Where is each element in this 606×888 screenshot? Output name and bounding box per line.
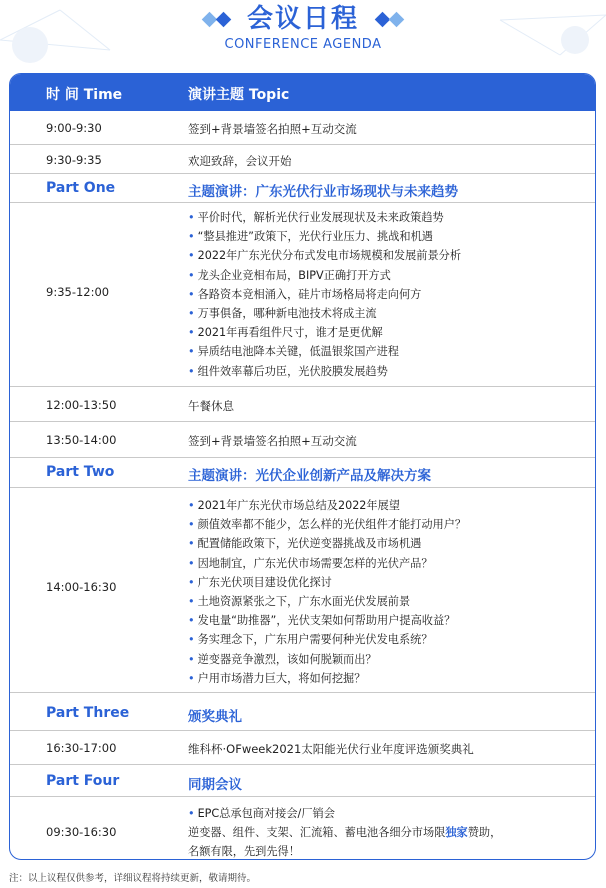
- footnote: 注：以上议程仅供参考，详细议程将持续更新，敬请期待。: [9, 873, 257, 884]
- row-time: 13:50-14:00: [46, 433, 117, 447]
- page-title: 会议日程: [246, 4, 359, 34]
- row-time: 12:00-13:50: [46, 398, 117, 412]
- part-row: [10, 457, 595, 487]
- part-row: [10, 764, 595, 796]
- row-time: 16:30-17:00: [46, 741, 117, 755]
- row-time: 14:00-16:30: [46, 580, 117, 594]
- list-item: • 配置储能政策下，光伏逆变器挑战及市场机遇: [188, 537, 422, 551]
- col-topic-header: 演讲主题 Topic: [188, 87, 290, 103]
- right-diamonds-icon: [377, 14, 402, 25]
- table-header: [10, 74, 595, 111]
- list-item: • 万事俱备，哪种新电池技术将成主流: [188, 306, 377, 320]
- row-time: 09:30-16:30: [46, 825, 117, 839]
- row-topic: 午餐休息: [188, 399, 234, 413]
- col-time-header: 时 间 Time: [46, 87, 123, 103]
- list-item: • 龙头企业竞相布局，BIPV正确打开方式: [188, 268, 391, 282]
- part-row: [10, 173, 595, 202]
- table-row: [10, 111, 595, 144]
- left-diamonds-icon: [204, 14, 229, 25]
- list-item: • 异质结电池降本关键，低温银浆国产进程: [188, 345, 399, 359]
- sponsor-line: 逆变器、组件、支架、汇流箱、蓄电池各细分市场限独家赞助，: [188, 826, 502, 839]
- list-item: • 户用市场潜力巨大，将如何挖掘？: [188, 671, 366, 685]
- table-row: [10, 796, 595, 860]
- page-subtitle: CONFERENCE AGENDA: [224, 37, 382, 52]
- list-item: • 发电量“助推器”，光伏支架如何帮助用户提高收益？: [188, 614, 456, 628]
- table-row: [10, 421, 595, 457]
- part-label: Part One: [46, 180, 116, 196]
- table-row: [10, 730, 595, 764]
- list-item: • 各路资本竞相涌入，硅片市场格局将走向何方: [188, 287, 422, 301]
- row-topic: 欢迎致辞，会议开始: [188, 154, 292, 168]
- part-row: [10, 692, 595, 730]
- part-theme: 颁奖典礼: [188, 709, 242, 725]
- list-item: • 广东光伏项目建设优化探讨: [188, 575, 332, 589]
- row-topic: 签到+背景墙签名拍照+互动交流: [188, 122, 357, 136]
- part-label: Part Two: [46, 464, 115, 480]
- list-item: • 平价时代，解析光伏行业发展现状及未来政策趋势: [188, 211, 444, 224]
- list-item: • 逆变器竞争激烈，该如何脱颖而出？: [188, 652, 377, 666]
- list-item: • 组件效率幕后功臣，光伏胶膜发展趋势: [188, 364, 388, 378]
- agenda-table: [9, 73, 596, 860]
- list-item: • 因地制宜，广东光伏市场需要怎样的光伏产品？: [188, 556, 433, 570]
- list-item: • 务实理念下，广东用户需要何种光伏发电系统？: [188, 633, 433, 647]
- list-item: • “整县推进”政策下，光伏行业压力、挑战和机遇: [188, 230, 433, 244]
- topic-bullet-list: [188, 208, 461, 381]
- list-item: • 2021年再看组件尺寸，谁才是更优解: [188, 326, 383, 340]
- topic-bullet-list: [188, 496, 466, 688]
- title-row: [0, 4, 606, 34]
- part-label: Part Three: [46, 705, 130, 721]
- table-row: [10, 386, 595, 421]
- part-theme: 主题演讲：广东光伏行业市场现状与未来趋势: [188, 184, 458, 200]
- part-theme: 主题演讲：光伏企业创新产品及解决方案: [188, 468, 431, 484]
- list-item: • 颜值效率都不能少，怎么样的光伏组件才能打动用户？: [188, 518, 467, 532]
- exclusive-highlight: 独家: [445, 826, 468, 839]
- list-item: • 2021年广东光伏市场总结及2022年展望: [188, 499, 400, 512]
- list-item: • 土地资源紧张之下，广东水面光伏发展前景: [188, 594, 411, 608]
- row-time: 9:35-12:00: [46, 285, 110, 299]
- row-time: 9:00-9:30: [46, 121, 102, 135]
- topic-detail: [188, 804, 501, 860]
- list-item: • EPC总承包商对接会/厂销会: [188, 807, 335, 820]
- table-row: [10, 487, 595, 692]
- table-row: [10, 202, 595, 386]
- limited-line: 名额有限，先到先得！: [188, 845, 300, 858]
- row-topic: 签到+背景墙签名拍照+互动交流: [188, 434, 357, 448]
- row-topic: 维科杯·OFweek2021太阳能光伏行业年度评选颁奖典礼: [188, 742, 474, 756]
- table-row: [10, 144, 595, 173]
- row-time: 9:30-9:35: [46, 153, 102, 167]
- part-theme: 同期会议: [188, 777, 242, 793]
- header: [0, 0, 606, 60]
- list-item: • 2022年广东光伏分布式发电市场规模和发展前景分析: [188, 249, 462, 263]
- part-label: Part Four: [46, 773, 120, 789]
